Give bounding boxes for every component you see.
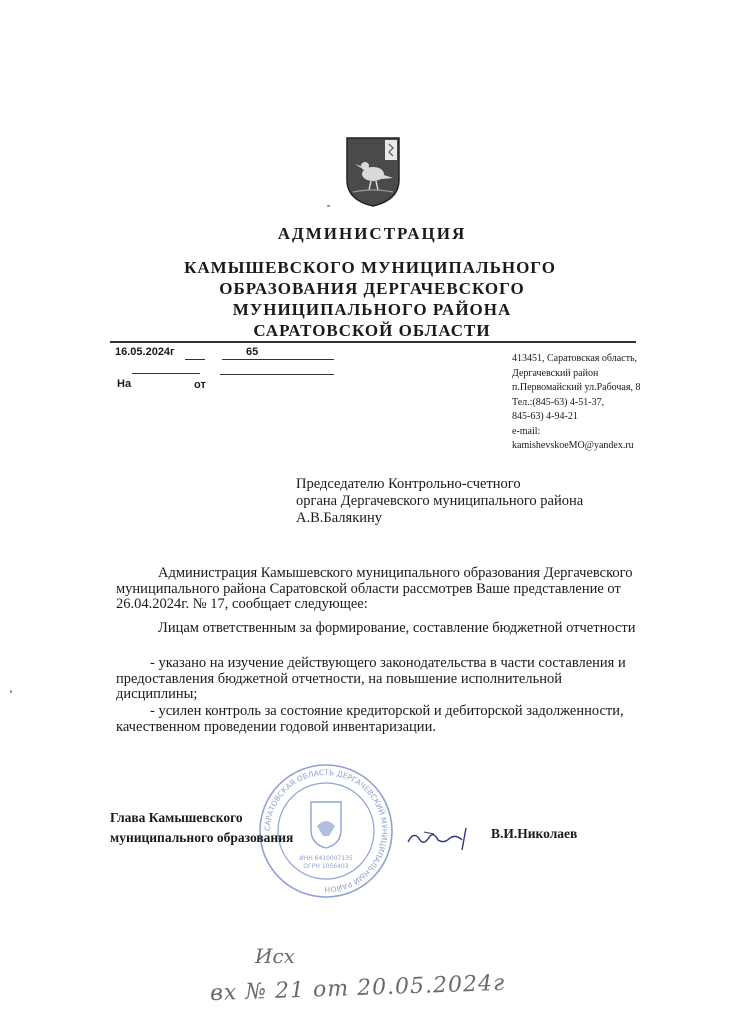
address-line: Дергачевский район (512, 367, 599, 379)
handwritten-note-incoming: вх № 21 от 20.05.2024г (209, 970, 506, 1007)
org-subtitle-line-3: МУНИЦИПАЛЬНОГО РАЙОНА (232, 300, 512, 319)
stamp-ring-text: САРАТОВСКАЯ ОБЛАСТЬ ДЕРГАЧЕВСКИЙ МУНИЦИПАЛЬНЫЙ РАЙОН (262, 767, 390, 895)
document-number: 65 (246, 346, 259, 358)
signatory-position-line: Глава Камышевского (110, 810, 243, 825)
ref-number-underline (220, 374, 334, 375)
handwritten-note-outgoing: Исх (255, 944, 295, 968)
recipient-line: А.В.Балякину (296, 510, 383, 526)
coat-of-arms-icon (345, 136, 401, 208)
org-subtitle-line-2: ОБРАЗОВАНИЯ ДЕРГАЧЕВСКОГО (219, 279, 525, 298)
address-line: Тел.:(845-63) 4-51-37, (512, 396, 605, 408)
signatory-position (110, 808, 293, 848)
date-underline (185, 359, 205, 360)
sender-address (512, 352, 672, 454)
stamp-inner-line: ОГРН 1056403 (303, 863, 349, 870)
address-line: 845-63) 4-94-21 (512, 411, 578, 422)
address-line: e-mail: (512, 425, 541, 437)
recipient-line: органа Дергачевского муниципального района (296, 493, 584, 509)
header-divider (110, 341, 636, 343)
body-paragraph-1: Администрация Камышевского муниципального образования Дергачевского муниципального района Саратовской области рассмотрев Ваше представление от 26.04.2024г. № 17, сообщает следующее: (116, 565, 633, 612)
handwritten-signature (404, 822, 482, 854)
address-line: 413451, Саратовская область, (512, 353, 638, 364)
ref-date-underline (132, 373, 200, 374)
from-label: от (194, 379, 206, 391)
body-paragraph-2: Лицам ответственным за формирование, составление бюджетной отчетности (158, 620, 636, 636)
recipient-line: Председателю Контрольно-счетного (296, 476, 521, 492)
recipient-block (296, 476, 583, 527)
org-subtitle-line-4: САРАТОВСКОЙ ОБЛАСТИ (253, 321, 491, 340)
document-date: 16.05.2024г (115, 346, 175, 358)
number-underline (222, 359, 334, 360)
scan-speck (327, 205, 330, 207)
address-email: kamishevskoeMO@yandex.ru (512, 440, 634, 451)
org-subtitle-line-1: КАМЫШЕВСКОГО МУНИЦИПАЛЬНОГО (184, 258, 556, 277)
signatory-position-line: муниципального образования (110, 830, 294, 845)
address-line: п.Первомайский ул.Рабочая, 8 (512, 382, 641, 393)
signatory-name: В.И.Николаев (491, 826, 578, 841)
stamp-inner-line: ИНН 6410007135 (299, 855, 353, 862)
org-title: АДМИНИСТРАЦИЯ (277, 224, 467, 243)
scan-speck (10, 690, 12, 693)
body-paragraph-4: - усилен контроль за состояние кредиторской и дебиторской задолженности, качественном проведении годовой инвентаризации. (116, 703, 624, 735)
on-label: На (117, 378, 132, 390)
body-paragraph-3: - указано на изучение действующего законодательства в части составления и предоставления бюджетной отчетности, на повышение исполнительной дисциплины; (116, 655, 626, 702)
